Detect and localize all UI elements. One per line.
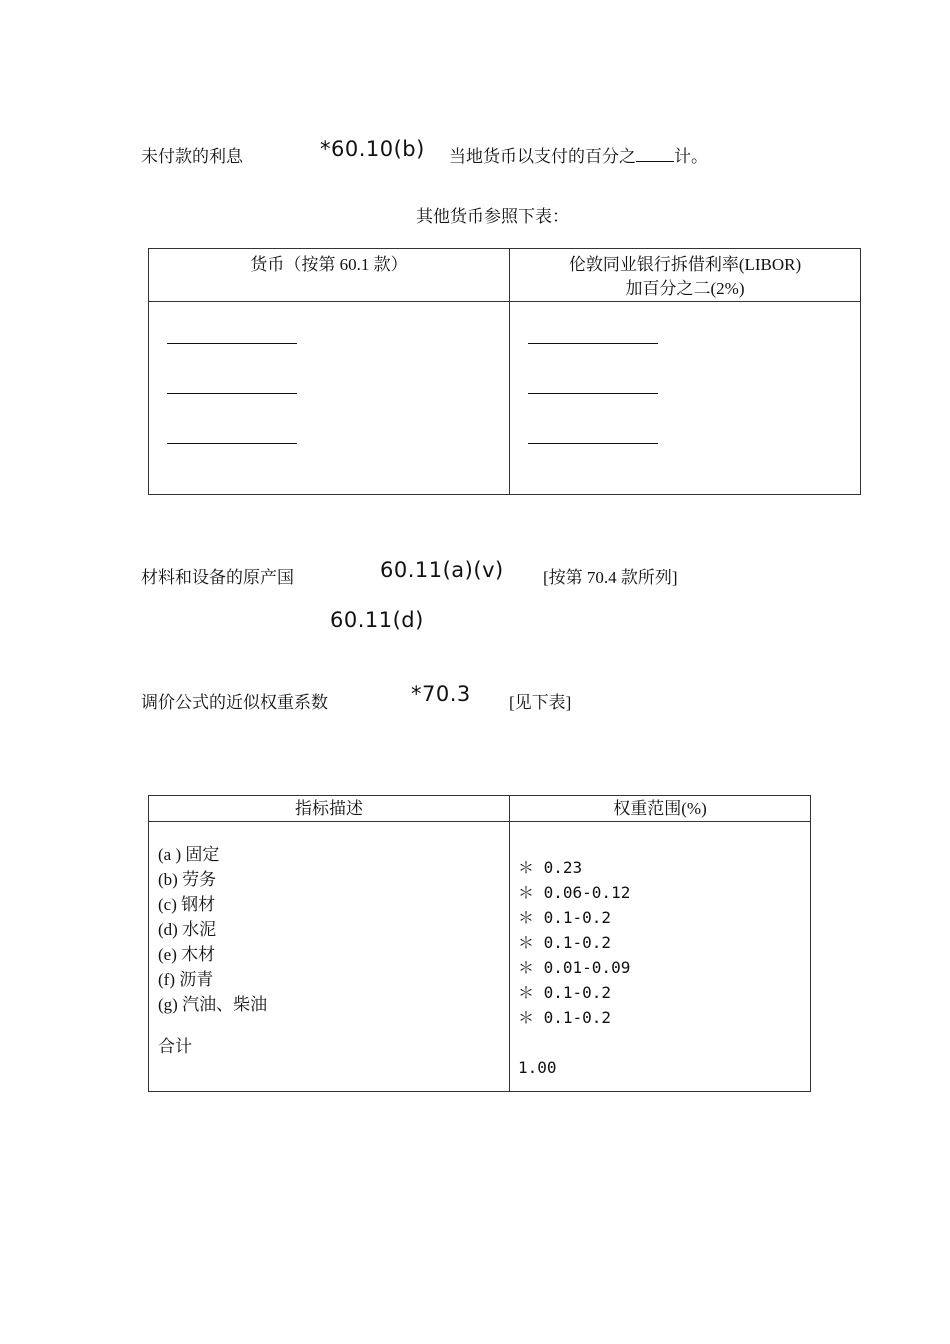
weight-item-desc: (b) 劳务	[158, 870, 217, 889]
libor-header-cell	[510, 249, 861, 302]
interest-text-after: 计。	[674, 147, 708, 166]
range-column-header: 权重范围(%)	[613, 799, 707, 818]
libor-header-line1: 伦敦同业银行拆借利率(LIBOR)	[568, 255, 802, 274]
weighting-note: [见下表]	[509, 693, 572, 712]
libor-column-header	[510, 249, 860, 301]
percent-blank[interactable]	[636, 143, 674, 162]
currency-blank-line-3[interactable]	[167, 443, 297, 444]
weight-item-desc: (g) 汽油、柴油	[158, 995, 268, 1014]
weight-item-range: ＊ 0.1-0.2	[518, 1008, 612, 1027]
total-value: 1.00	[518, 1058, 557, 1077]
weight-item-range: ＊ 0.06-0.12	[518, 883, 631, 902]
libor-blank-line-2[interactable]	[528, 393, 658, 394]
range-header-cell	[510, 796, 811, 822]
weight-item-range: ＊ 0.1-0.2	[518, 983, 612, 1002]
weight-item-range: ＊ 0.01-0.09	[518, 958, 631, 977]
clause-60-11av: 60.11(a)(v)	[380, 558, 504, 582]
weight-item-desc: (f) 沥青	[158, 970, 214, 989]
clause-60-11d: 60.11(d)	[330, 608, 424, 632]
interest-text-before: 当地货币以支付的百分之	[449, 147, 636, 166]
desc-header-cell	[149, 796, 510, 822]
weight-item-desc: (d) 水泥	[158, 920, 217, 939]
desc-column-header: 指标描述	[295, 799, 363, 818]
libor-header-line2: 加百分之二(2%)	[625, 279, 745, 298]
libor-blank-line-1[interactable]	[528, 343, 658, 344]
clause-60-10b: *60.10(b)	[320, 137, 425, 161]
weight-item-range: ＊ 0.1-0.2	[518, 933, 612, 952]
clause-70-3: *70.3	[411, 682, 471, 706]
weight-item-range: ＊ 0.23	[518, 858, 583, 877]
libor-blanks-cell	[510, 302, 861, 495]
desc-list-cell	[149, 822, 510, 1092]
weighting-label: 调价公式的近似权重系数	[141, 693, 328, 712]
total-label: 合计	[158, 1037, 192, 1056]
currency-table	[148, 248, 861, 495]
currency-column-header: 货币（按第 60.1 款）	[250, 255, 408, 274]
libor-blank-line-3[interactable]	[528, 443, 658, 444]
currency-blanks-cell	[149, 302, 510, 495]
origin-note: [按第 70.4 款所列]	[543, 568, 678, 587]
weight-item-desc: (c) 钢材	[158, 895, 216, 914]
weight-item-desc: (a ) 固定	[158, 845, 220, 864]
weight-item-desc: (e) 木材	[158, 945, 216, 964]
currency-blank-line-1[interactable]	[167, 343, 297, 344]
other-currency-caption: 其他货币参照下表：	[416, 207, 569, 226]
weight-item-range: ＊ 0.1-0.2	[518, 908, 612, 927]
interest-description	[449, 142, 708, 167]
range-list-cell	[510, 822, 811, 1092]
origin-label: 材料和设备的原产国	[141, 568, 294, 587]
weight-table	[148, 795, 811, 1092]
currency-blank-line-2[interactable]	[167, 393, 297, 394]
currency-header-cell	[149, 249, 510, 302]
interest-label: 未付款的利息	[141, 147, 243, 166]
